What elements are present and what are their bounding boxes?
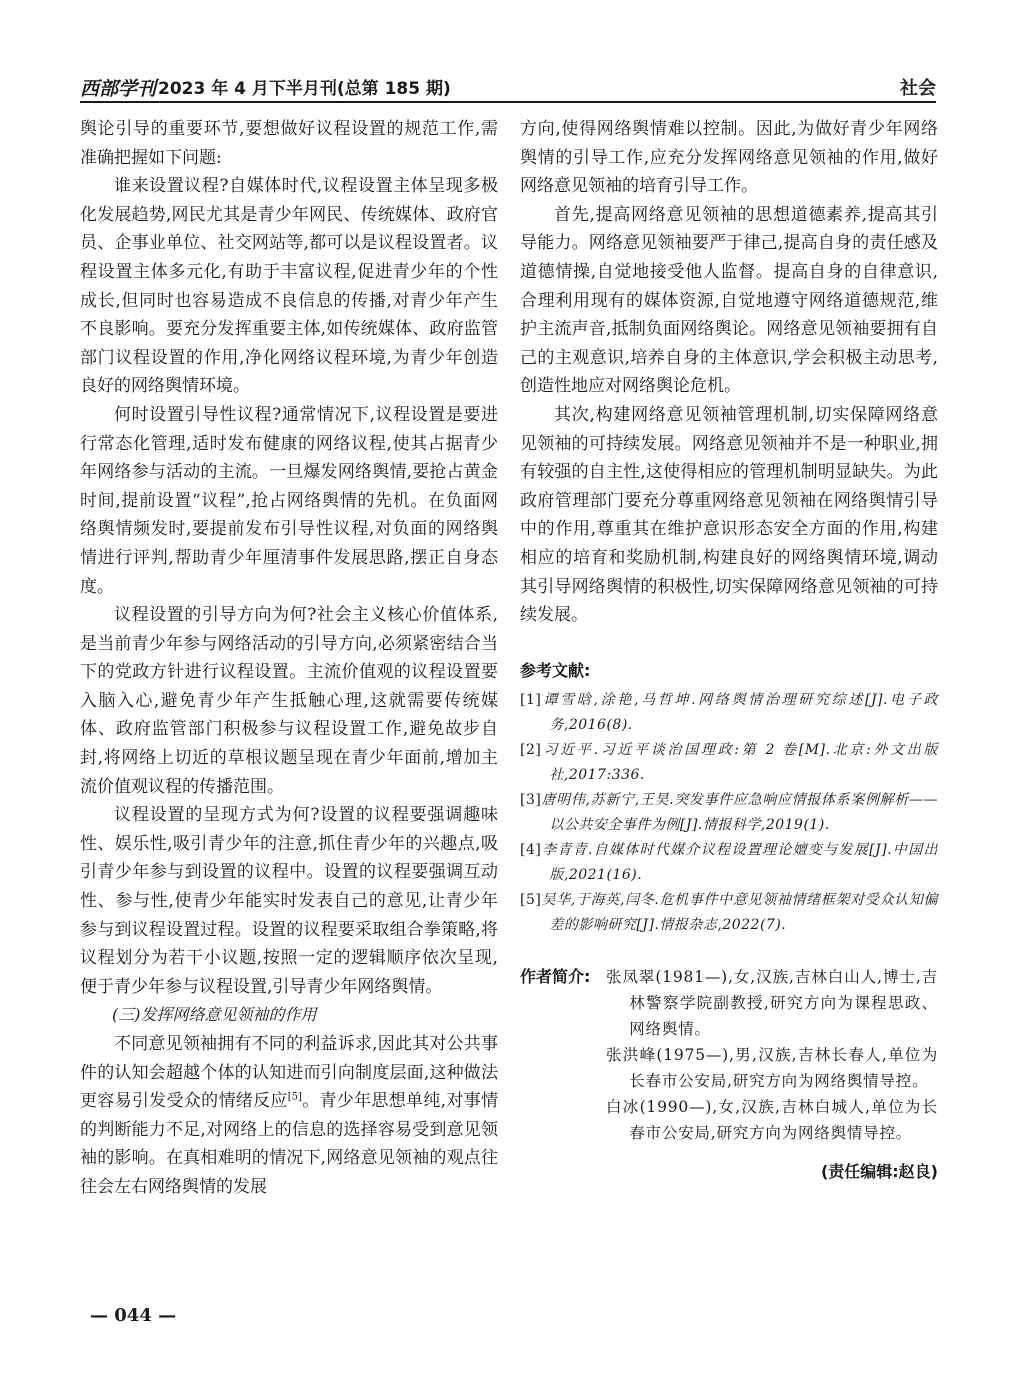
journal-logo: 西部学刊	[80, 78, 157, 100]
reference-number: [5]	[520, 891, 542, 908]
reference-text: 唐明伟,苏新宁,王昊.突发事件应急响应情报体系案例解析——以公共安全事件为例[J].情报科学,2019(1).	[541, 791, 938, 833]
paragraph: 谁来设置议程?自媒体时代,议程设置主体呈现多极化发展趋势,网民尤其是青少年网民、传统媒体、政府官员、企事业单位、社交网站等,都可以是议程设置者。议程设置主体多元化,有助于丰富议程,促进青少年的个性成长,但同时也容易造成不良信息的传播,对青少年产生不良影响。要充分发挥重要主体,如传统媒体、政府监管部门议程设置的作用,净化网络议程环境,为青少年创造良好的网络舆情环境。	[80, 176, 498, 397]
page-number: — 044 —	[90, 1305, 177, 1326]
reference-number: [3]	[520, 791, 542, 808]
section-label: 社会	[900, 78, 936, 99]
reference-number: [1]	[520, 691, 542, 708]
paragraph: 议程设置的引导方向为何?社会主义核心价值体系,是当前青少年参与网络活动的引导方向,必须紧密结合当下的党政方针进行议程设置。主流价值观的议程设置要入脑入心,避免青少年产生抵触心理,这就需要传统媒体、政府监管部门积极参与议程设置工作,避免故步自封,将网络上切近的草根议题呈现在青少年面前,增加主流价值观议程的传播范围。	[80, 605, 498, 797]
left-column	[80, 115, 498, 1202]
paragraph: 其次,构建网络意见领袖管理机制,切实保障网络意见领袖的可持续发展。网络意见领袖并不是一种职业,拥有较强的自主性,这使得相应的管理机制明显缺失。为此政府管理部门要充分尊重网络意见领袖在网络舆情引导中的作用,尊重其在维护意识形态安全方面的作用,构建相应的培育和奖励机制,构建良好的网络舆情环境,调动其引导网络舆情的积极性,切实保障网络意见领袖的可持续发展。	[520, 404, 938, 626]
reference-text: 谭雪晗,涂艳,马哲坤.网络舆情治理研究综述[J].电子政务,2016(8).	[541, 691, 938, 733]
references-list	[520, 688, 938, 938]
reference-item	[520, 738, 938, 788]
author-entry: 张凤翠(1981—),女,汉族,吉林白山人,博士,吉林警察学院副教授,研究方向为课程思政、网络舆情。	[606, 967, 938, 1038]
paragraph: 议程设置的呈现方式为何?设置的议程要强调趣味性、娱乐性,吸引青少年的注意,抓住青少年的兴趣点,吸引青少年参与到设置的议程中。设置的议程要强调互动性、参与性,使青少年能实时发表自己的意见,让青少年参与到议程设置过程。设置的议程要采取组合拳策略,将议程划分为若干小议题,按照一定的逻辑顺序依次呈现,便于青少年参与议程设置,引导青少年网络舆情。	[80, 805, 498, 997]
paragraph-text: 。青少年思想单纯,对事情的判断能力不足,对网络上的信息的选择容易受到意见领袖的影响。在真相难明的情况下,网络意见领袖的观点往往会左右网络舆情的发展	[80, 1091, 499, 1197]
references-title: 参考文献:	[520, 660, 591, 680]
paragraph	[80, 1030, 498, 1202]
reference-text: 习近平.习近平谈治国理政:第 2 卷[M].北京:外文出版社,2017:336.	[541, 741, 938, 783]
right-column	[520, 115, 938, 1186]
paragraph-text: 不同意见领袖拥有不同的利益诉求,因此其对公共事件的认知会超越个体的认知进而引向制度层面,这种做法更容易引发受众的情绪反应	[80, 1034, 498, 1112]
citation-marker: [5]	[287, 1091, 302, 1103]
issue-info: 2023 年 4 月下半月刊(总第 185 期)	[158, 79, 451, 99]
header-rule	[80, 101, 936, 103]
reference-text: 吴华,于海英,闫冬.危机事件中意见领袖情绪框架对受众认知偏差的影响研究[J].情报杂志,2022(7).	[541, 891, 938, 933]
page-header	[80, 70, 936, 100]
author-bio-label: 作者简介:	[520, 966, 591, 986]
reference-number: [2]	[520, 741, 542, 758]
author-entry: 张洪峰(1975—),男,汉族,吉林长春人,单位为长春市公安局,研究方向为网络舆情导控。	[606, 1045, 938, 1090]
reference-item	[520, 888, 938, 938]
reference-number: [4]	[520, 841, 542, 858]
subsection-heading: (三)发挥网络意见领袖的作用	[112, 1005, 317, 1025]
author-bio	[520, 964, 938, 1146]
reference-item	[520, 838, 938, 888]
paragraph: 方向,使得网络舆情难以控制。因此,为做好青少年网络舆情的引导工作,应充分发挥网络意见领袖的作用,做好网络意见领袖的培育引导工作。	[520, 119, 938, 197]
reference-item	[520, 788, 938, 838]
responsible-editor: (责任编辑:赵良)	[820, 1161, 938, 1181]
paragraph: 何时设置引导性议程?通常情况下,议程设置是要进行常态化管理,适时发布健康的网络议程,使其占据青少年网络参与活动的主流。一旦爆发网络舆情,要抢占黄金时间,提前设置“议程”,抢占网络舆情的先机。在负面网络舆情频发时,要提前发布引导性议程,对负面的网络舆情进行评判,帮助青少年厘清事件发展思路,摆正自身态度。	[80, 404, 498, 597]
reference-item	[520, 688, 938, 738]
paragraph: 首先,提高网络意见领袖的思想道德素养,提高其引导能力。网络意见领袖要严于律己,提高自身的责任感及道德情操,自觉地接受他人监督。提高自身的自律意识,合理利用现有的媒体资源,自觉地遵守网络道德规范,维护主流声音,抵制负面网络舆论。网络意见领袖要拥有自己的主观意识,培养自身的主体意识,学会积极主动思考,创造性地应对网络舆论危机。	[520, 204, 938, 397]
reference-text: 李青青.自媒体时代媒介议程设置理论嬗变与发展[J].中国出版,2021(16).	[541, 841, 938, 883]
paragraph: 舆论引导的重要环节,要想做好议程设置的规范工作,需准确把握如下问题:	[80, 119, 498, 168]
author-entry: 白冰(1990—),女,汉族,吉林白城人,单位为长春市公安局,研究方向为网络舆情导控。	[606, 1097, 938, 1142]
